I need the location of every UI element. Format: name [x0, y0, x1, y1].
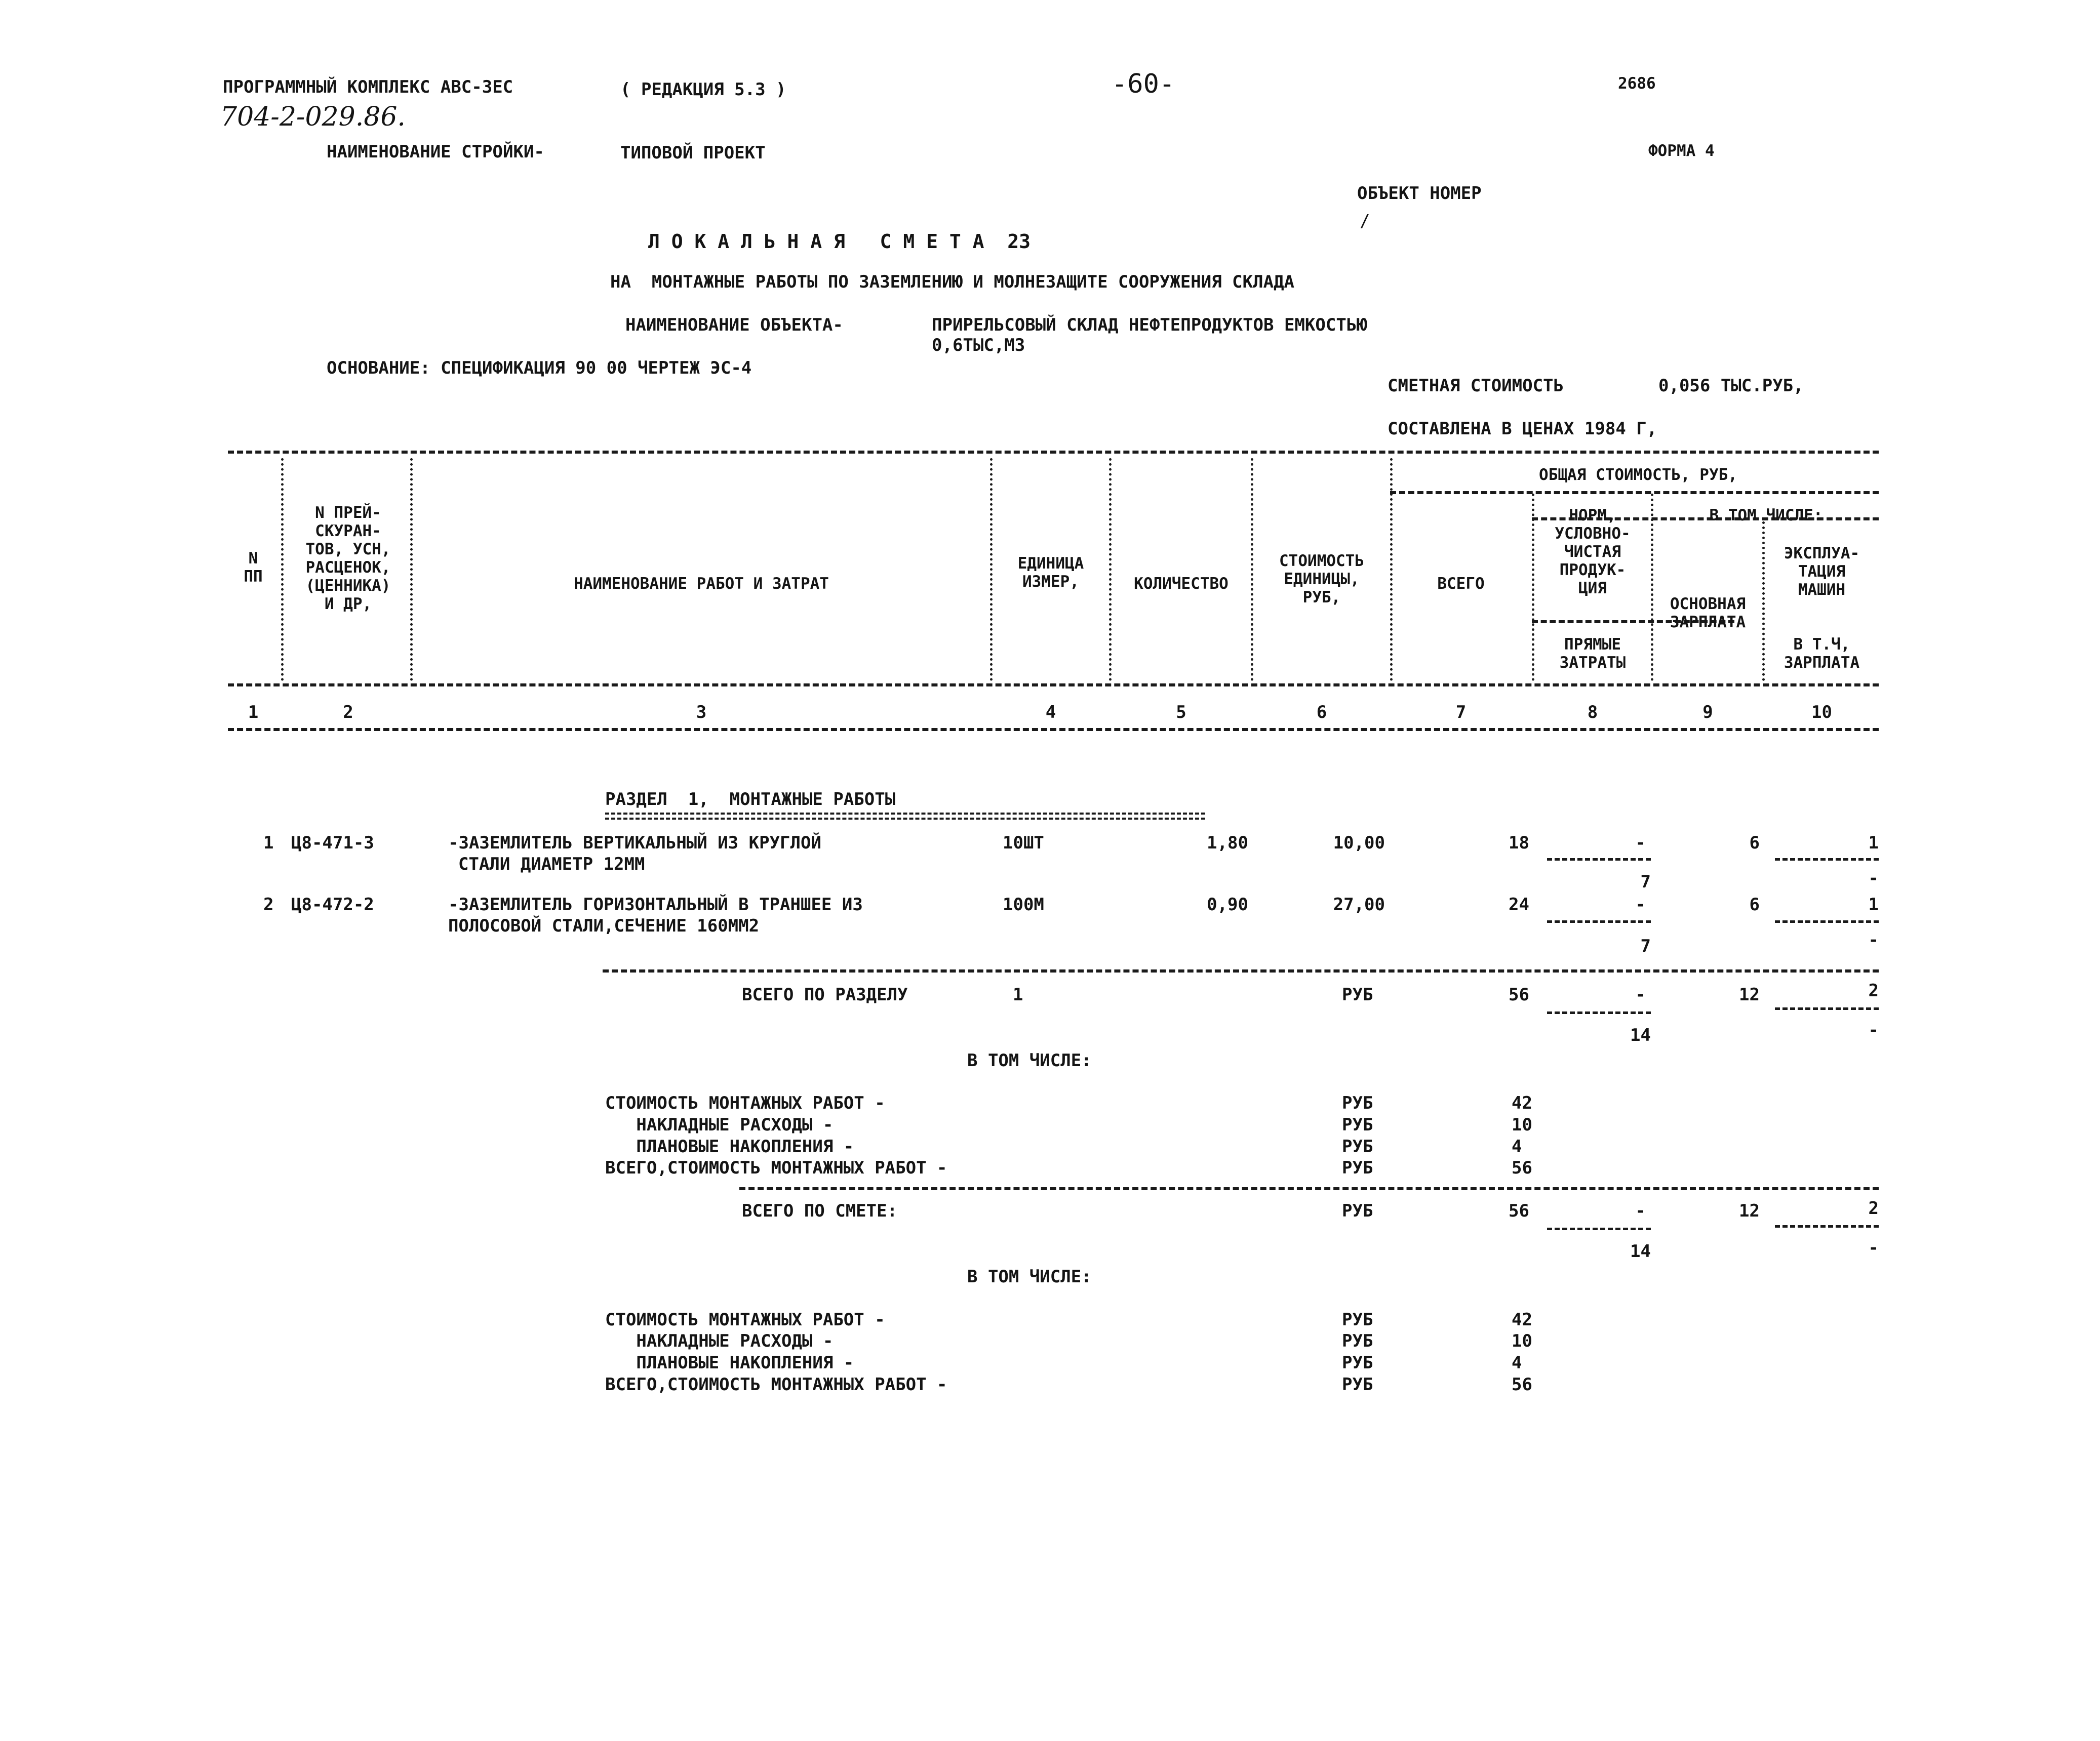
- row-2-name-2: ПОЛОСОВОЙ СТАЛИ,СЕЧЕНИЕ 160ММ2: [448, 916, 760, 936]
- row-1-total: 18: [1509, 833, 1529, 853]
- including-1-label: В ТОМ ЧИСЛЕ:: [967, 1050, 1092, 1071]
- including-2-item-1-value: 42: [1512, 1310, 1532, 1330]
- object-value-2: 0,6ТЫС,М3: [932, 335, 1025, 355]
- edition: ( РЕДАКЦИЯ 5.3 ): [620, 79, 786, 100]
- row-2-total: 24: [1509, 895, 1529, 915]
- col-header-direct: ПРЯМЫЕ ЗАТРАТЫ: [1559, 635, 1626, 672]
- col-header-name: НАИМЕНОВАНИЕ РАБОТ И ЗАТРАТ: [574, 575, 829, 593]
- col-header-qty: КОЛИЧЕСТВО: [1134, 575, 1229, 593]
- section-total-rule: [603, 969, 1879, 973]
- including-2-item-3-value: 4: [1512, 1353, 1522, 1373]
- row-1-norm-top: -: [1635, 833, 1646, 853]
- including-2-item-4-label: ВСЕГО,СТОИМОСТЬ МОНТАЖНЫХ РАБОТ -: [605, 1374, 947, 1395]
- including-1-item-2-label: НАКЛАДНЫЕ РАСХОДЫ -: [605, 1115, 834, 1135]
- estimate-total-norm-top: -: [1635, 1201, 1646, 1221]
- col-header-group-total: ОБЩАЯ СТОИМОСТЬ, РУБ,: [1539, 466, 1737, 484]
- section-title: РАЗДЕЛ 1, МОНТАЖНЫЕ РАБОТЫ: [605, 789, 896, 809]
- section-total-norm-split: [1547, 1011, 1651, 1014]
- form-label: ФОРМА 4: [1648, 142, 1715, 160]
- col-num-4: 4: [1045, 702, 1056, 722]
- row-1-unit: 10ШТ: [1003, 833, 1044, 853]
- group-rule: [1390, 491, 1879, 494]
- row-2-norm-bottom: 7: [1640, 936, 1651, 956]
- estimate-total-machine-split: [1775, 1225, 1879, 1228]
- col-num-6: 6: [1316, 702, 1327, 722]
- section-total-number: 1: [1013, 985, 1023, 1005]
- row-2-norm-top: -: [1635, 895, 1646, 915]
- object-value-1: ПРИРЕЛЬСОВЫЙ СКЛАД НЕФТЕПРОДУКТОВ ЕМКОСТЬЮ: [932, 315, 1367, 335]
- section-total-norm-top: -: [1635, 985, 1646, 1005]
- row-2-machine-top: 1: [1868, 895, 1879, 915]
- section-total-label: ВСЕГО ПО РАЗДЕЛУ: [742, 985, 908, 1005]
- prices-note: СОСТАВЛЕНА В ЦЕНАХ 1984 Г,: [1388, 419, 1657, 439]
- col-header-code: N ПРЕЙ- СКУРАН- ТОВ, УСН, РАСЦЕНОК, (ЦЕННИКА) И ДР,: [305, 504, 391, 613]
- row-2-num: 2: [263, 895, 274, 915]
- row-2-unit: 100М: [1003, 895, 1044, 915]
- object-number-value: /: [1360, 211, 1370, 231]
- estimate-total-label: ВСЕГО ПО СМЕТЕ:: [742, 1201, 898, 1221]
- col-header-total: ВСЕГО: [1437, 575, 1485, 593]
- col-header-machine: ЭКСПЛУА- ТАЦИЯ МАШИН: [1784, 544, 1860, 599]
- estimate-total-machine-bottom: -: [1868, 1238, 1879, 1258]
- including-1-item-4-label: ВСЕГО,СТОИМОСТЬ МОНТАЖНЫХ РАБОТ -: [605, 1158, 947, 1178]
- including-2-item-4-unit: РУБ: [1342, 1374, 1373, 1395]
- doc-subtitle: НА МОНТАЖНЫЕ РАБОТЫ ПО ЗАЗЕМЛЕНИЮ И МОЛНЕЗАЩИТЕ СООРУЖЕНИЯ СКЛАДА: [610, 272, 1295, 292]
- program-name: ПРОГРАММНЫЙ КОМПЛЕКС АВС-3ЕС: [223, 77, 513, 97]
- estimate-total-norm-split: [1547, 1228, 1651, 1230]
- col-num-8: 8: [1587, 702, 1598, 722]
- construction-value: ТИПОВОЙ ПРОЕКТ: [620, 143, 766, 163]
- row-2-qty: 0,90: [1207, 895, 1248, 915]
- including-1-item-3-label: ПЛАНОВЫЕ НАКОПЛЕНИЯ -: [605, 1137, 854, 1157]
- estimate-total-machine-top: 2: [1868, 1198, 1879, 1219]
- col-sep-2: [410, 458, 413, 681]
- row-1-norm-split: [1547, 858, 1651, 861]
- col-header-machine-wage: В Т.Ч, ЗАРПЛАТА: [1784, 635, 1860, 672]
- row-2-name-1: -ЗАЗЕМЛИТЕЛЬ ГОРИЗОНТАЛЬНЫЙ В ТРАНШЕЕ ИЗ: [448, 895, 863, 915]
- section-double-rule: [605, 813, 1205, 820]
- header-bottom-rule: [228, 683, 1879, 686]
- col-num-10: 10: [1811, 702, 1832, 722]
- including-1-item-3-unit: РУБ: [1342, 1137, 1373, 1157]
- col-header-incl: В ТОМ ЧИСЛЕ:: [1709, 506, 1823, 524]
- section-total-machine-bottom: -: [1868, 1020, 1879, 1040]
- table-top-rule: [228, 451, 1879, 454]
- sheet-code: 2686: [1618, 74, 1656, 93]
- section-total-machine-split: [1775, 1007, 1879, 1010]
- col-header-unit-cost: СТОИМОСТЬ ЕДИНИЦЫ, РУБ,: [1279, 552, 1364, 606]
- row-1-machine-bottom: -: [1868, 868, 1879, 888]
- row-1-name-2: СТАЛИ ДИАМЕТР 12ММ: [458, 854, 645, 874]
- col-num-9: 9: [1702, 702, 1713, 722]
- row-1-name-1: -ЗАЗЕМЛИТЕЛЬ ВЕРТИКАЛЬНЫЙ ИЗ КРУГЛОЙ: [448, 833, 821, 853]
- construction-label: НАИМЕНОВАНИЕ СТРОЙКИ-: [327, 142, 544, 162]
- page-number: -60-: [1112, 69, 1175, 99]
- section-total-value: 56: [1509, 985, 1529, 1005]
- col-header-wage: ОСНОВНАЯ ЗАРПЛАТА: [1670, 595, 1746, 631]
- col-header-unit: ЕДИНИЦА ИЗМЕР,: [1017, 554, 1084, 591]
- row-1-code: Ц8-471-3: [291, 833, 374, 853]
- col-header-num: N ПП: [244, 549, 263, 586]
- including-2-item-1-label: СТОИМОСТЬ МОНТАЖНЫХ РАБОТ -: [605, 1310, 885, 1330]
- row-2-norm-split: [1547, 920, 1651, 923]
- row-1-wage: 6: [1749, 833, 1760, 853]
- row-1-norm-bottom: 7: [1640, 872, 1651, 892]
- estimate-total-wage: 12: [1739, 1201, 1760, 1221]
- including-1-item-3-value: 4: [1512, 1137, 1522, 1157]
- estimated-cost-value: 0,056 ТЫС.РУБ,: [1658, 376, 1804, 396]
- basis: ОСНОВАНИЕ: СПЕЦИФИКАЦИЯ 90 00 ЧЕРТЕЖ ЭС-4: [327, 358, 752, 378]
- including-2-item-2-label: НАКЛАДНЫЕ РАСХОДЫ -: [605, 1331, 834, 1351]
- col-sep-6: [1390, 458, 1393, 681]
- col-header-norm: НОРМ, УСЛОВНО- ЧИСТАЯ ПРОДУК- ЦИЯ: [1555, 506, 1631, 597]
- including-1-item-4-unit: РУБ: [1342, 1158, 1373, 1178]
- numbers-bottom-rule: [228, 728, 1879, 731]
- handwritten-code: 704-2-029.86.: [220, 102, 406, 132]
- row-2-machine-bottom: -: [1868, 930, 1879, 950]
- col-num-1: 1: [248, 702, 259, 722]
- estimate-total-norm-bottom: 14: [1630, 1241, 1651, 1262]
- row-1-qty: 1,80: [1207, 833, 1248, 853]
- including-1-item-2-unit: РУБ: [1342, 1115, 1373, 1135]
- col-sep-1: [281, 458, 284, 681]
- including-2-item-3-unit: РУБ: [1342, 1353, 1373, 1373]
- including-1-item-1-unit: РУБ: [1342, 1093, 1373, 1113]
- row-1-num: 1: [263, 833, 274, 853]
- row-1-unit-cost: 10,00: [1333, 833, 1385, 853]
- estimated-cost-label: СМЕТНАЯ СТОИМОСТЬ: [1388, 376, 1564, 396]
- including-2-item-2-unit: РУБ: [1342, 1331, 1373, 1351]
- including-2-item-1-unit: РУБ: [1342, 1310, 1373, 1330]
- col-num-5: 5: [1176, 702, 1186, 722]
- including-2-item-3-label: ПЛАНОВЫЕ НАКОПЛЕНИЯ -: [605, 1353, 854, 1373]
- including-2-item-2-value: 10: [1512, 1331, 1532, 1351]
- estimate-total-rule: [739, 1187, 1879, 1190]
- including-2-item-4-value: 56: [1512, 1374, 1532, 1395]
- including-1-item-2-value: 10: [1512, 1115, 1532, 1135]
- estimate-total-value: 56: [1509, 1201, 1529, 1221]
- row-1-machine-top: 1: [1868, 833, 1879, 853]
- col-num-3: 3: [696, 702, 707, 722]
- row-2-wage: 6: [1749, 895, 1760, 915]
- estimate-total-unit: РУБ: [1342, 1201, 1373, 1221]
- section-total-wage: 12: [1739, 985, 1760, 1005]
- section-total-unit: РУБ: [1342, 985, 1373, 1005]
- col-sep-4: [1109, 458, 1112, 681]
- object-number-label: ОБЪЕКТ НОМЕР: [1357, 183, 1482, 204]
- including-1-item-1-value: 42: [1512, 1093, 1532, 1113]
- including-1-item-1-label: СТОИМОСТЬ МОНТАЖНЫХ РАБОТ -: [605, 1093, 885, 1113]
- col-num-2: 2: [343, 702, 353, 722]
- section-total-norm-bottom: 14: [1630, 1025, 1651, 1045]
- object-label: НАИМЕНОВАНИЕ ОБЪЕКТА-: [625, 315, 843, 335]
- doc-title: Л О К А Л Ь Н А Я С М Е Т А 23: [648, 230, 1031, 253]
- including-2-label: В ТОМ ЧИСЛЕ:: [967, 1267, 1092, 1287]
- col-num-7: 7: [1455, 702, 1467, 722]
- row-1-machine-split: [1775, 858, 1879, 861]
- including-1-item-4-value: 56: [1512, 1158, 1532, 1178]
- row-2-machine-split: [1775, 920, 1879, 923]
- row-2-code: Ц8-472-2: [291, 895, 374, 915]
- row-2-unit-cost: 27,00: [1333, 895, 1385, 915]
- section-total-machine-top: 2: [1868, 981, 1879, 1001]
